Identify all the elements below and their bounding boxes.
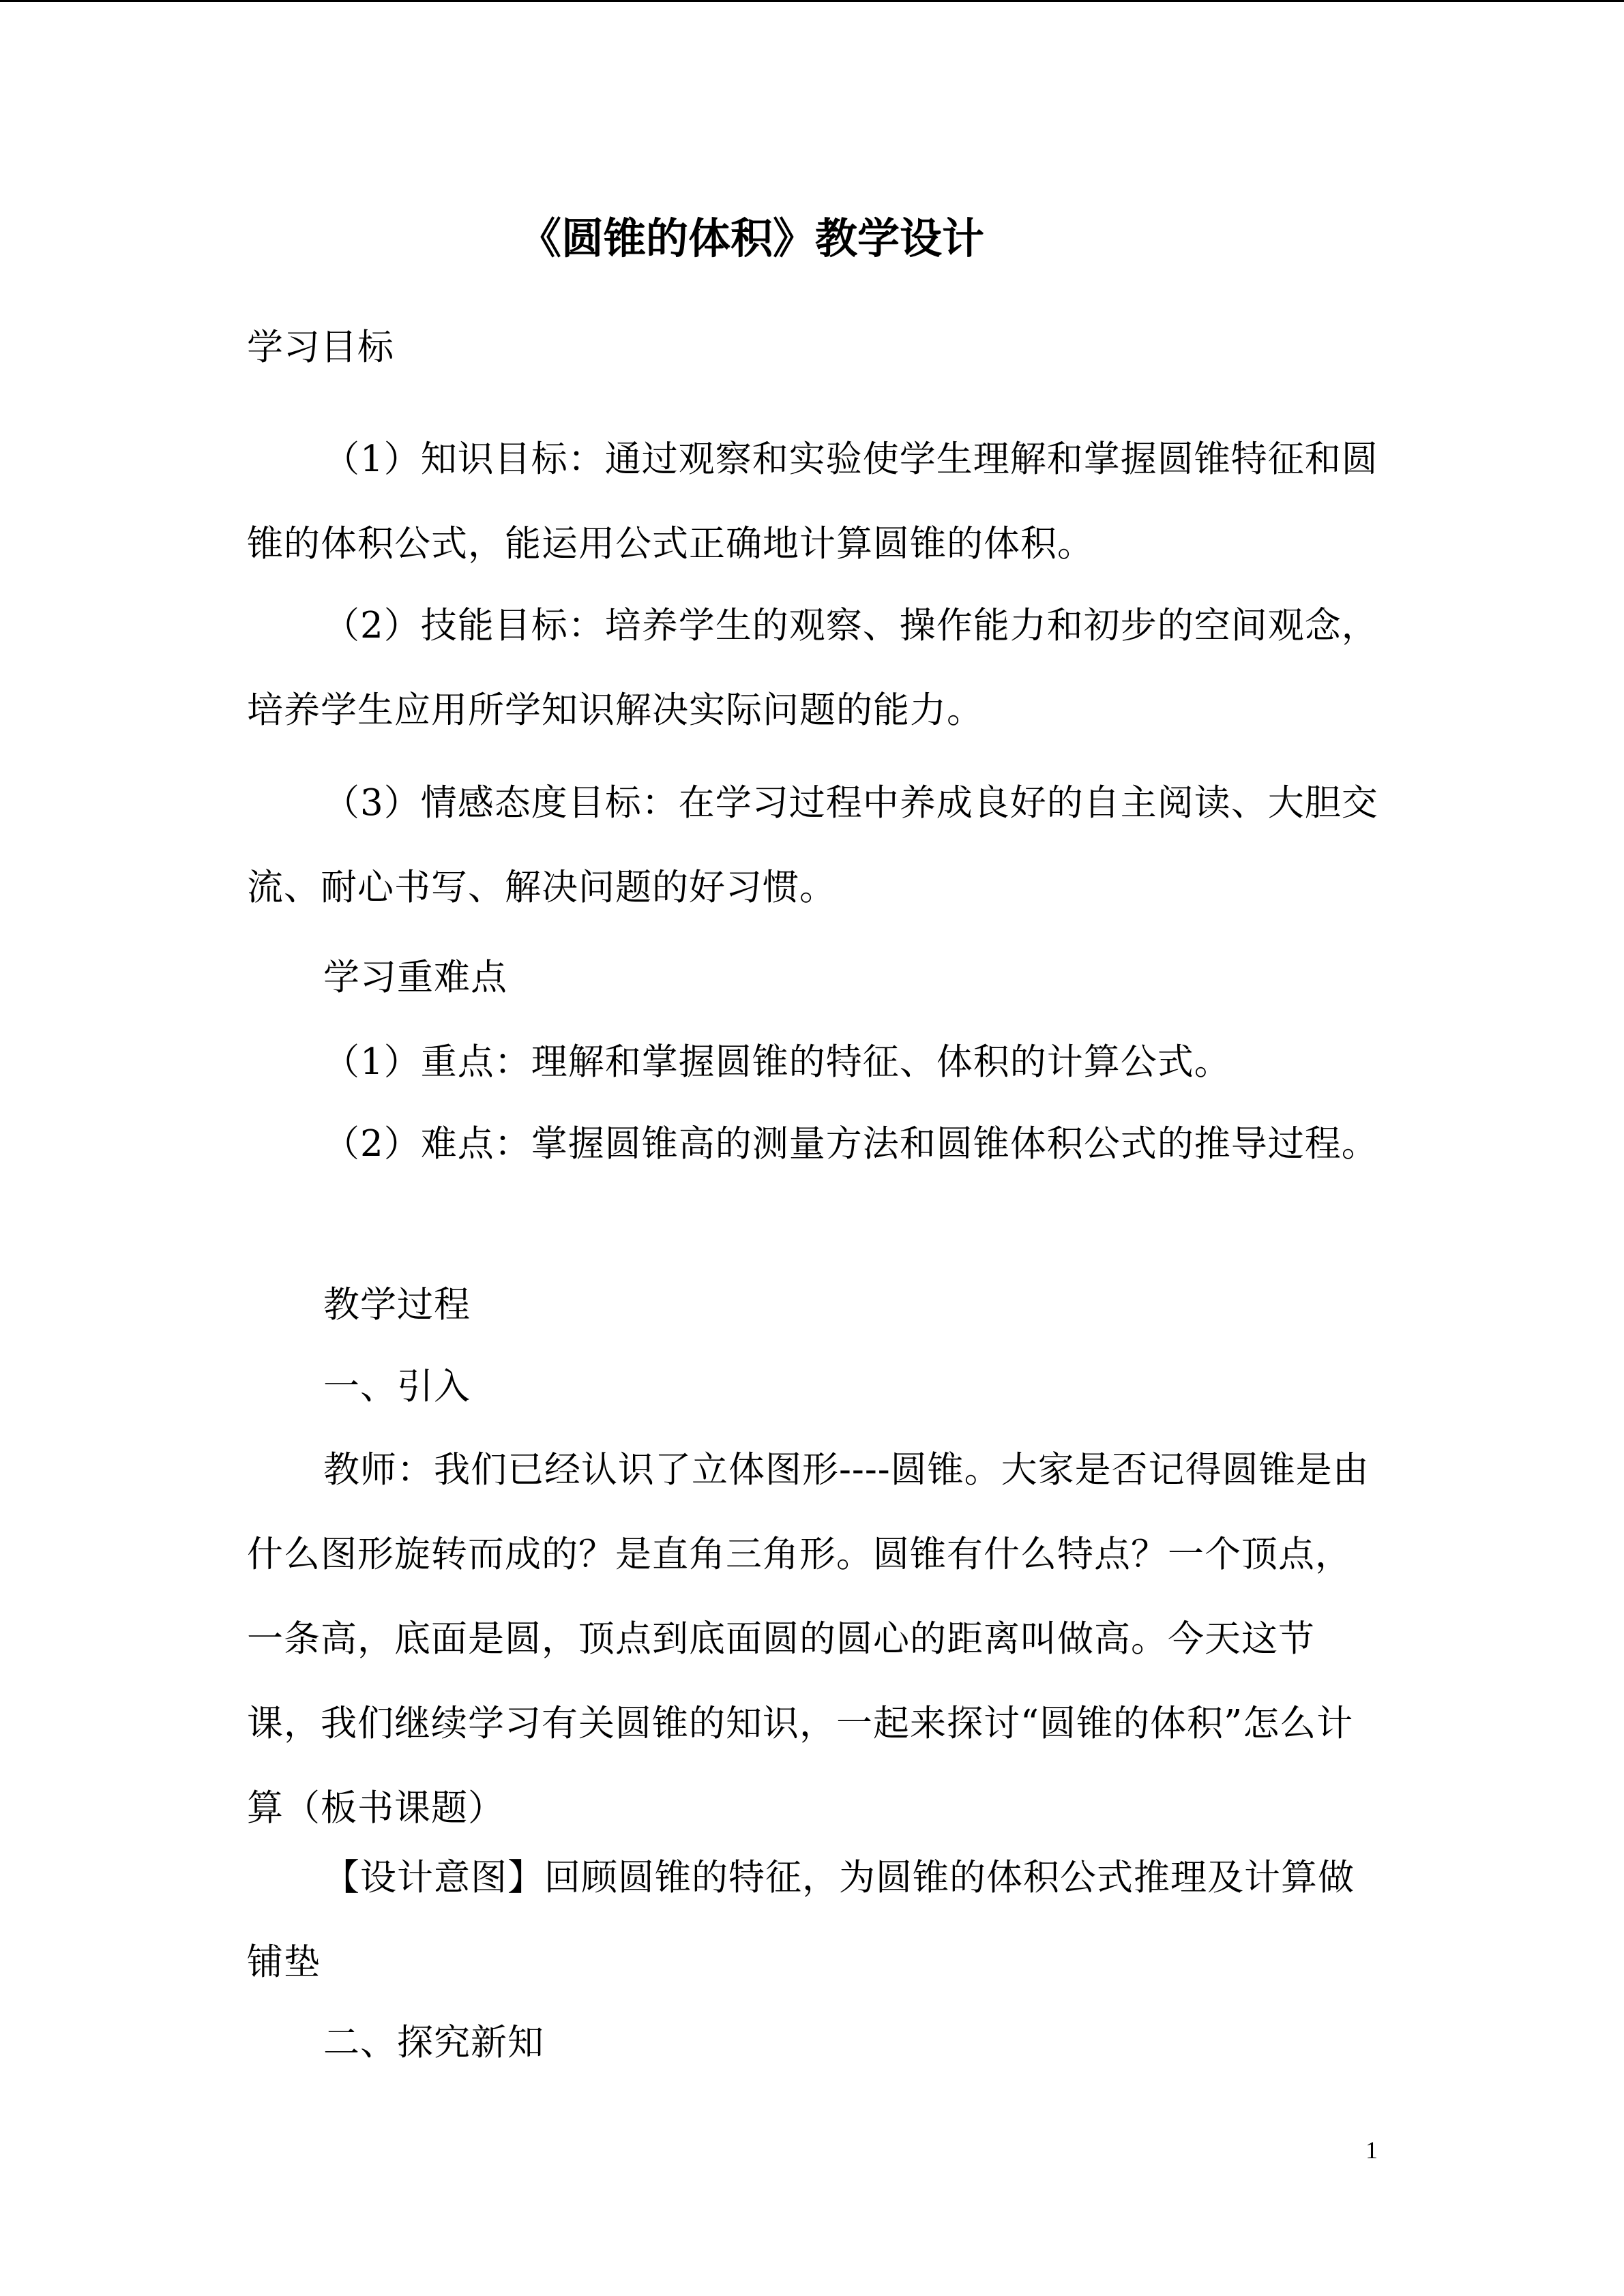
paragraph-design-intent: 【设计意图】回顾圆锥的特征，为圆锥的体积公式推理及计算做铺垫 — [247, 1857, 1355, 1983]
paragraph-teacher-introduction: 教师：我们已经认识了立体图形----圆锥。大家是否记得圆锥是由什么图形旋转而成的？是直角三角形。圆锥有什么特点？一个顶点，一条高，底面是圆，顶点到底面圆的圆心的距离叫做高。今天这节课，我们继续学习有关圆锥的知识，一起来探讨“圆锥的体积”怎么计算（板书课题） — [247, 1449, 1370, 1829]
section-heading-key-points: 学习重难点 — [323, 957, 507, 998]
paragraph-skill-goal: （2）技能目标：培养学生的观察、操作能力和初步的空间观念，培养学生应用所学知识解决实际问题的能力。 — [247, 605, 1378, 731]
paragraph-key-point: （1）重点：理解和掌握圆锥的特征、体积的计算公式。 — [323, 1041, 1231, 1083]
paragraph-attitude-goal: （3）情感态度目标：在学习过程中养成良好的自主阅读、大胆交流、耐心书写、解决问题的好习惯。 — [247, 782, 1378, 908]
section-heading-teaching-process: 教学过程 — [323, 1284, 471, 1326]
section-heading-learning-goals: 学习目标 — [247, 327, 394, 368]
document-title: 《圆锥的体积》教学设计 — [518, 213, 984, 263]
paragraph-knowledge-goal: （1）知识目标：通过观察和实验使学生理解和掌握圆锥特征和圆锥的体积公式，能运用公式正确地计算圆锥的体积。 — [247, 438, 1378, 565]
step-heading-explore: 二、探究新知 — [323, 2022, 544, 2063]
page-top-border — [0, 0, 1624, 2]
paragraph-difficult-point: （2）难点：掌握圆锥高的测量方法和圆锥体积公式的推导过程。 — [323, 1123, 1378, 1165]
step-heading-introduction: 一、引入 — [323, 1366, 471, 1407]
page-number: 1 — [1365, 2136, 1378, 2164]
